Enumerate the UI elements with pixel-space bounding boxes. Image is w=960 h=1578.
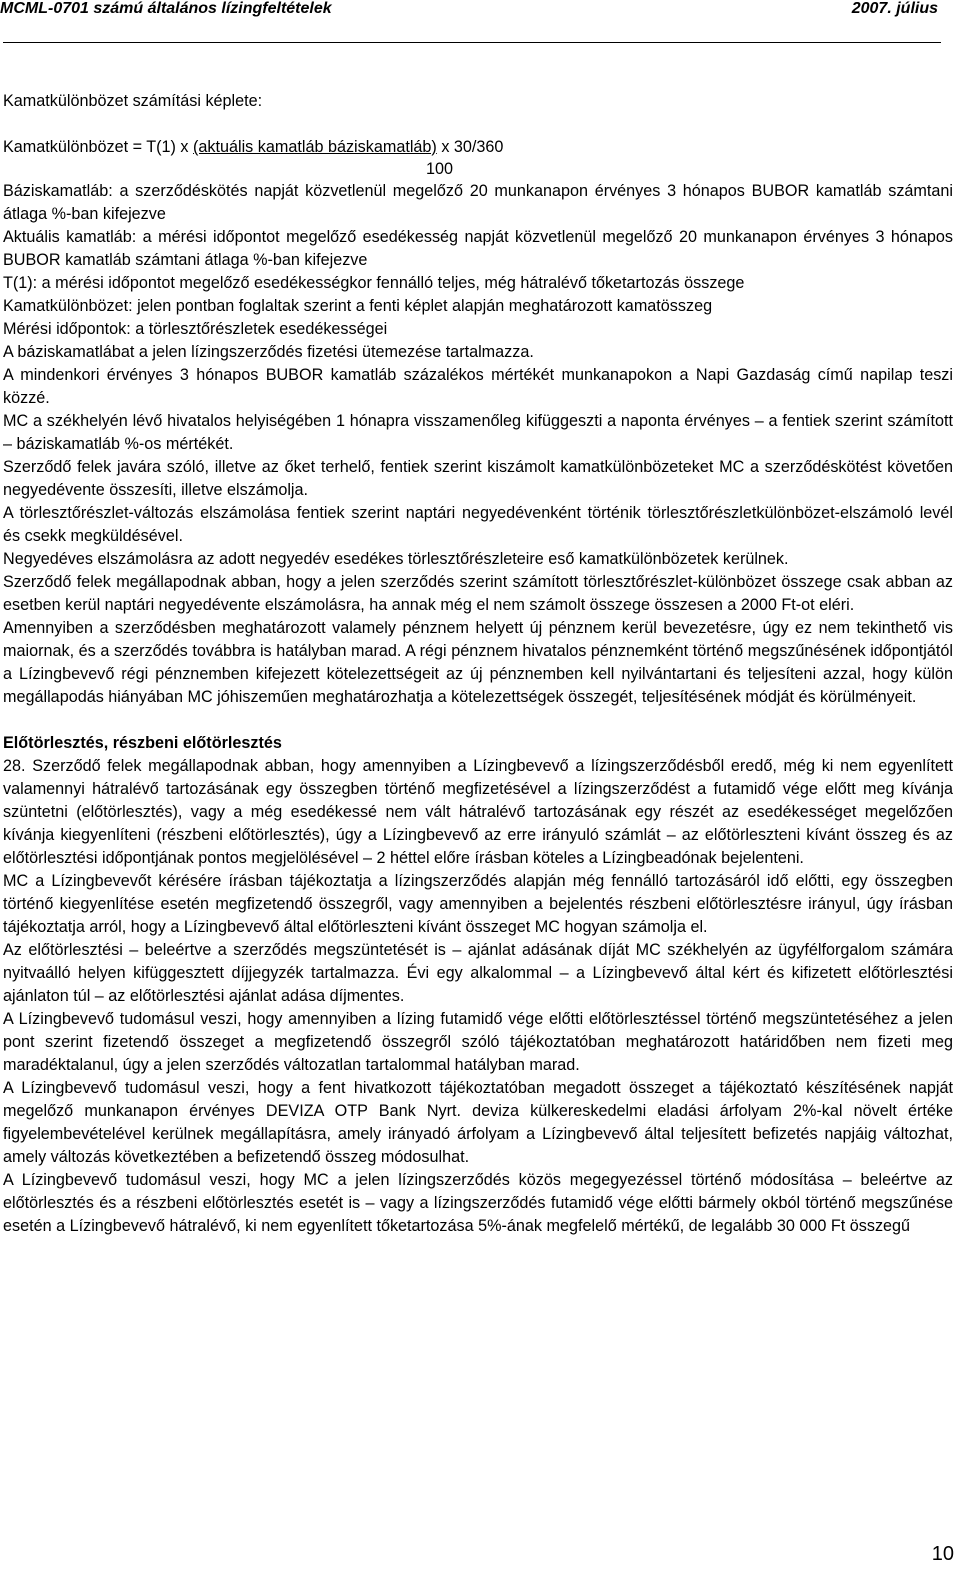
definition-item: Báziskamatláb: a szerződéskötés napját közvetlenül megelőző 20 munkanapon érvényes 3 hónapos BUBOR kamatláb számtani átlaga %-ban kifejezve — [3, 182, 953, 223]
formula-suffix: x 30/360 — [436, 138, 504, 156]
formula-numerator: (aktuális kamatláb báziskamatláb) — [193, 138, 437, 156]
formula-heading: Kamatkülönbözet számítási képlete: — [3, 92, 263, 110]
section-paragraph: MC a Lízingbevevőt kérésére írásban tájékoztatja a lízingszerződés alapján még fennálló tartozásáról idő előtti, egy összegben történő kiegyenlítése esetén megfizetendő összegről, vagy amennyiben a bejelentés részbeni előtörlesztésre irányul, úgy írásban tájékoztatja arról, hogy a Lízingbevevő által előtörleszteni kívánt összeget MC hogyan számolja el. — [3, 872, 953, 936]
paragraph: Negyedéves elszámolásra az adott negyedév esedékes törlesztőrészleteire eső kamatkülönbözetek kerülnek. — [3, 550, 789, 568]
formula-prefix: Kamatkülönbözet = T(1) x — [3, 138, 193, 156]
paragraph: A mindenkori érvényes 3 hónapos BUBOR kamatláb százalékos mértékét munkanapokon a Napi Gazdaság című napilap teszi közzé. — [3, 366, 953, 407]
page-header — [0, 0, 960, 22]
spacer — [3, 113, 953, 136]
section-paragraph: 28. Szerződő felek megállapodnak abban, hogy amennyiben a Lízingbevevő a lízingszerződésből eredő, még ki nem egyenlített valamennyi hátralévő tartozásának egy összegben történő megfizetésével a lízingszerződést a futamidő vége előtt meg kívánja szüntetni (előtörlesztés), vagy a még esedékessé nem vált hátralévő tartozásának egy részét az esedékességet megelőzően kívánja kiegyenlíteni (részbeni előtörlesztés), úgy a Lízingbevevő az erre irányuló számlát – az előtörleszteni kívánt összeg és az előtörlesztési időpontjának pontos megjelölésével – 2 héttel előre írásban köteles a Lízingbeadónak bejelenteni. — [3, 757, 953, 867]
page-number: 10 — [931, 1543, 954, 1565]
header-date: 2007. július — [851, 0, 938, 17]
section-paragraph: Az előtörlesztési – beleértve a szerződés megszüntetését is – ajánlat adásának díját MC székhelyén az ügyfélforgalom számára nyitvaálló helyen kifüggesztett díjjegyzék tartalmazza. Évi egy alkalommal – a Lízingbevevő által kért és kifizetett előtörlesztési ajánlaton túl – az előtörlesztési ajánlat adása díjmentes. — [3, 941, 953, 1005]
definition-item: A báziskamatlábat a jelen lízingszerződés fizetési ütemezése tartalmazza. — [3, 343, 534, 361]
definition-item: T(1): a mérési időpontot megelőző esedékességkor fennálló teljes, még hátralévő tőketartozás összege — [3, 274, 745, 292]
paragraph: A törlesztőrészlet-változás elszámolása fentiek szerint naptári negyedévenként történik törlesztőrészletkülönbözet-elszámoló levél és csekk megküldésével. — [3, 504, 953, 545]
paragraph: MC a székhelyén lévő hivatalos helyiségében 1 hónapra visszamenőleg kifüggeszti a naponta érvényes – a fentiek szerint számított – báziskamatláb %-os mértékét. — [3, 412, 953, 453]
definition-item: Aktuális kamatláb: a mérési időpontot megelőző esedékesség napját közvetlenül megelőző 20 munkanapon érvényes 3 hónapos BUBOR kamatláb számtani átlaga %-ban kifejezve — [3, 228, 953, 269]
formula-line — [3, 136, 953, 159]
header-divider — [3, 42, 941, 43]
document-body — [3, 90, 953, 1238]
paragraph: Amennyiben a szerződésben meghatározott valamely pénznem helyett új pénznem kerül bevezetésre, úgy ez nem tekinthető vis maiornak, és a szerződés továbbra is hatályban marad. A régi pénznem hivatalos pénznemként történő megszűnésének időpontjától a Lízingbevevő régi pénznemben kifejezett kötelezettségeit az új pénznemben kell nyilvántartani és teljesíteni azzal, hogy külön megállapodás hiányában MC jóhiszeműen meghatározhatja a kötelezettségek összegét, teljesítésének módját és körülményeit. — [3, 619, 953, 706]
header-document-title: MCML-0701 számú általános lízingfeltételek — [0, 0, 332, 17]
paragraph: Szerződő felek javára szóló, illetve az őket terhelő, fentiek szerint kiszámolt kamatkülönbözeteket MC a szerződéskötést követően negyedévente összesíti, illetve elszámolja. — [3, 458, 953, 499]
definition-item: Kamatkülönbözet: jelen pontban foglaltak szerint a fenti képlet alapján meghatározott kamatösszeg — [3, 297, 713, 315]
section-title: Előtörlesztés, részbeni előtörlesztés — [3, 734, 282, 752]
section-paragraph: A Lízingbevevő tudomásul veszi, hogy a fent hivatkozott tájékoztatóban megadott összeget a tájékoztató készítésének napját megelőző munkanapon érvényes DEVIZA OTP Bank Nyrt. deviza külkereskedelmi eladási árfolyam 2%-kal növelt értéke figyelembevételével kerülnek megállapításra, amely irányadó árfolyam a Lízingbevevő által teljesített befizetés napjáig változhat, amely változás következtében a befizetendő összeg módosulhat. — [3, 1079, 953, 1166]
paragraph: Szerződő felek megállapodnak abban, hogy a jelen szerződés szerint számított törlesztőrészlet-különbözet összege csak abban az esetben kerül naptári negyedévente elszámolásra, ha annak még el nem számolt összege összesen a 2000 Ft-ot eléri. — [3, 573, 953, 614]
section-paragraph: A Lízingbevevő tudomásul veszi, hogy amennyiben a lízing futamidő vége előtti előtörlesztéssel történő megszüntetéséhez a jelen pont szerint fizetendő összeget a megfizetendő összegről szóló tájékoztatóban meghatározott határidőben nem fizeti meg maradéktalanul, úgy a jelen szerződés változatlan tartalommal hatályban marad. — [3, 1010, 953, 1074]
definition-item: Mérési időpontok: a törlesztőrészletek esedékességei — [3, 320, 388, 338]
formula-denominator: 100 — [426, 160, 454, 178]
section-paragraph: A Lízingbevevő tudomásul veszi, hogy MC a jelen lízingszerződés közös megegyezéssel történő módosítása – beleértve az előtörlesztés és a részbeni előtörlesztés esetét is – vagy a lízingszerződés futamidő vége előtti bármely okból történő megszűnése esetén a Lízingbevevő hátralévő, ki nem egyenlített tőketartozása 5%-ának megfelelő mértékű, de legalább 30 000 Ft összegű — [3, 1171, 953, 1235]
